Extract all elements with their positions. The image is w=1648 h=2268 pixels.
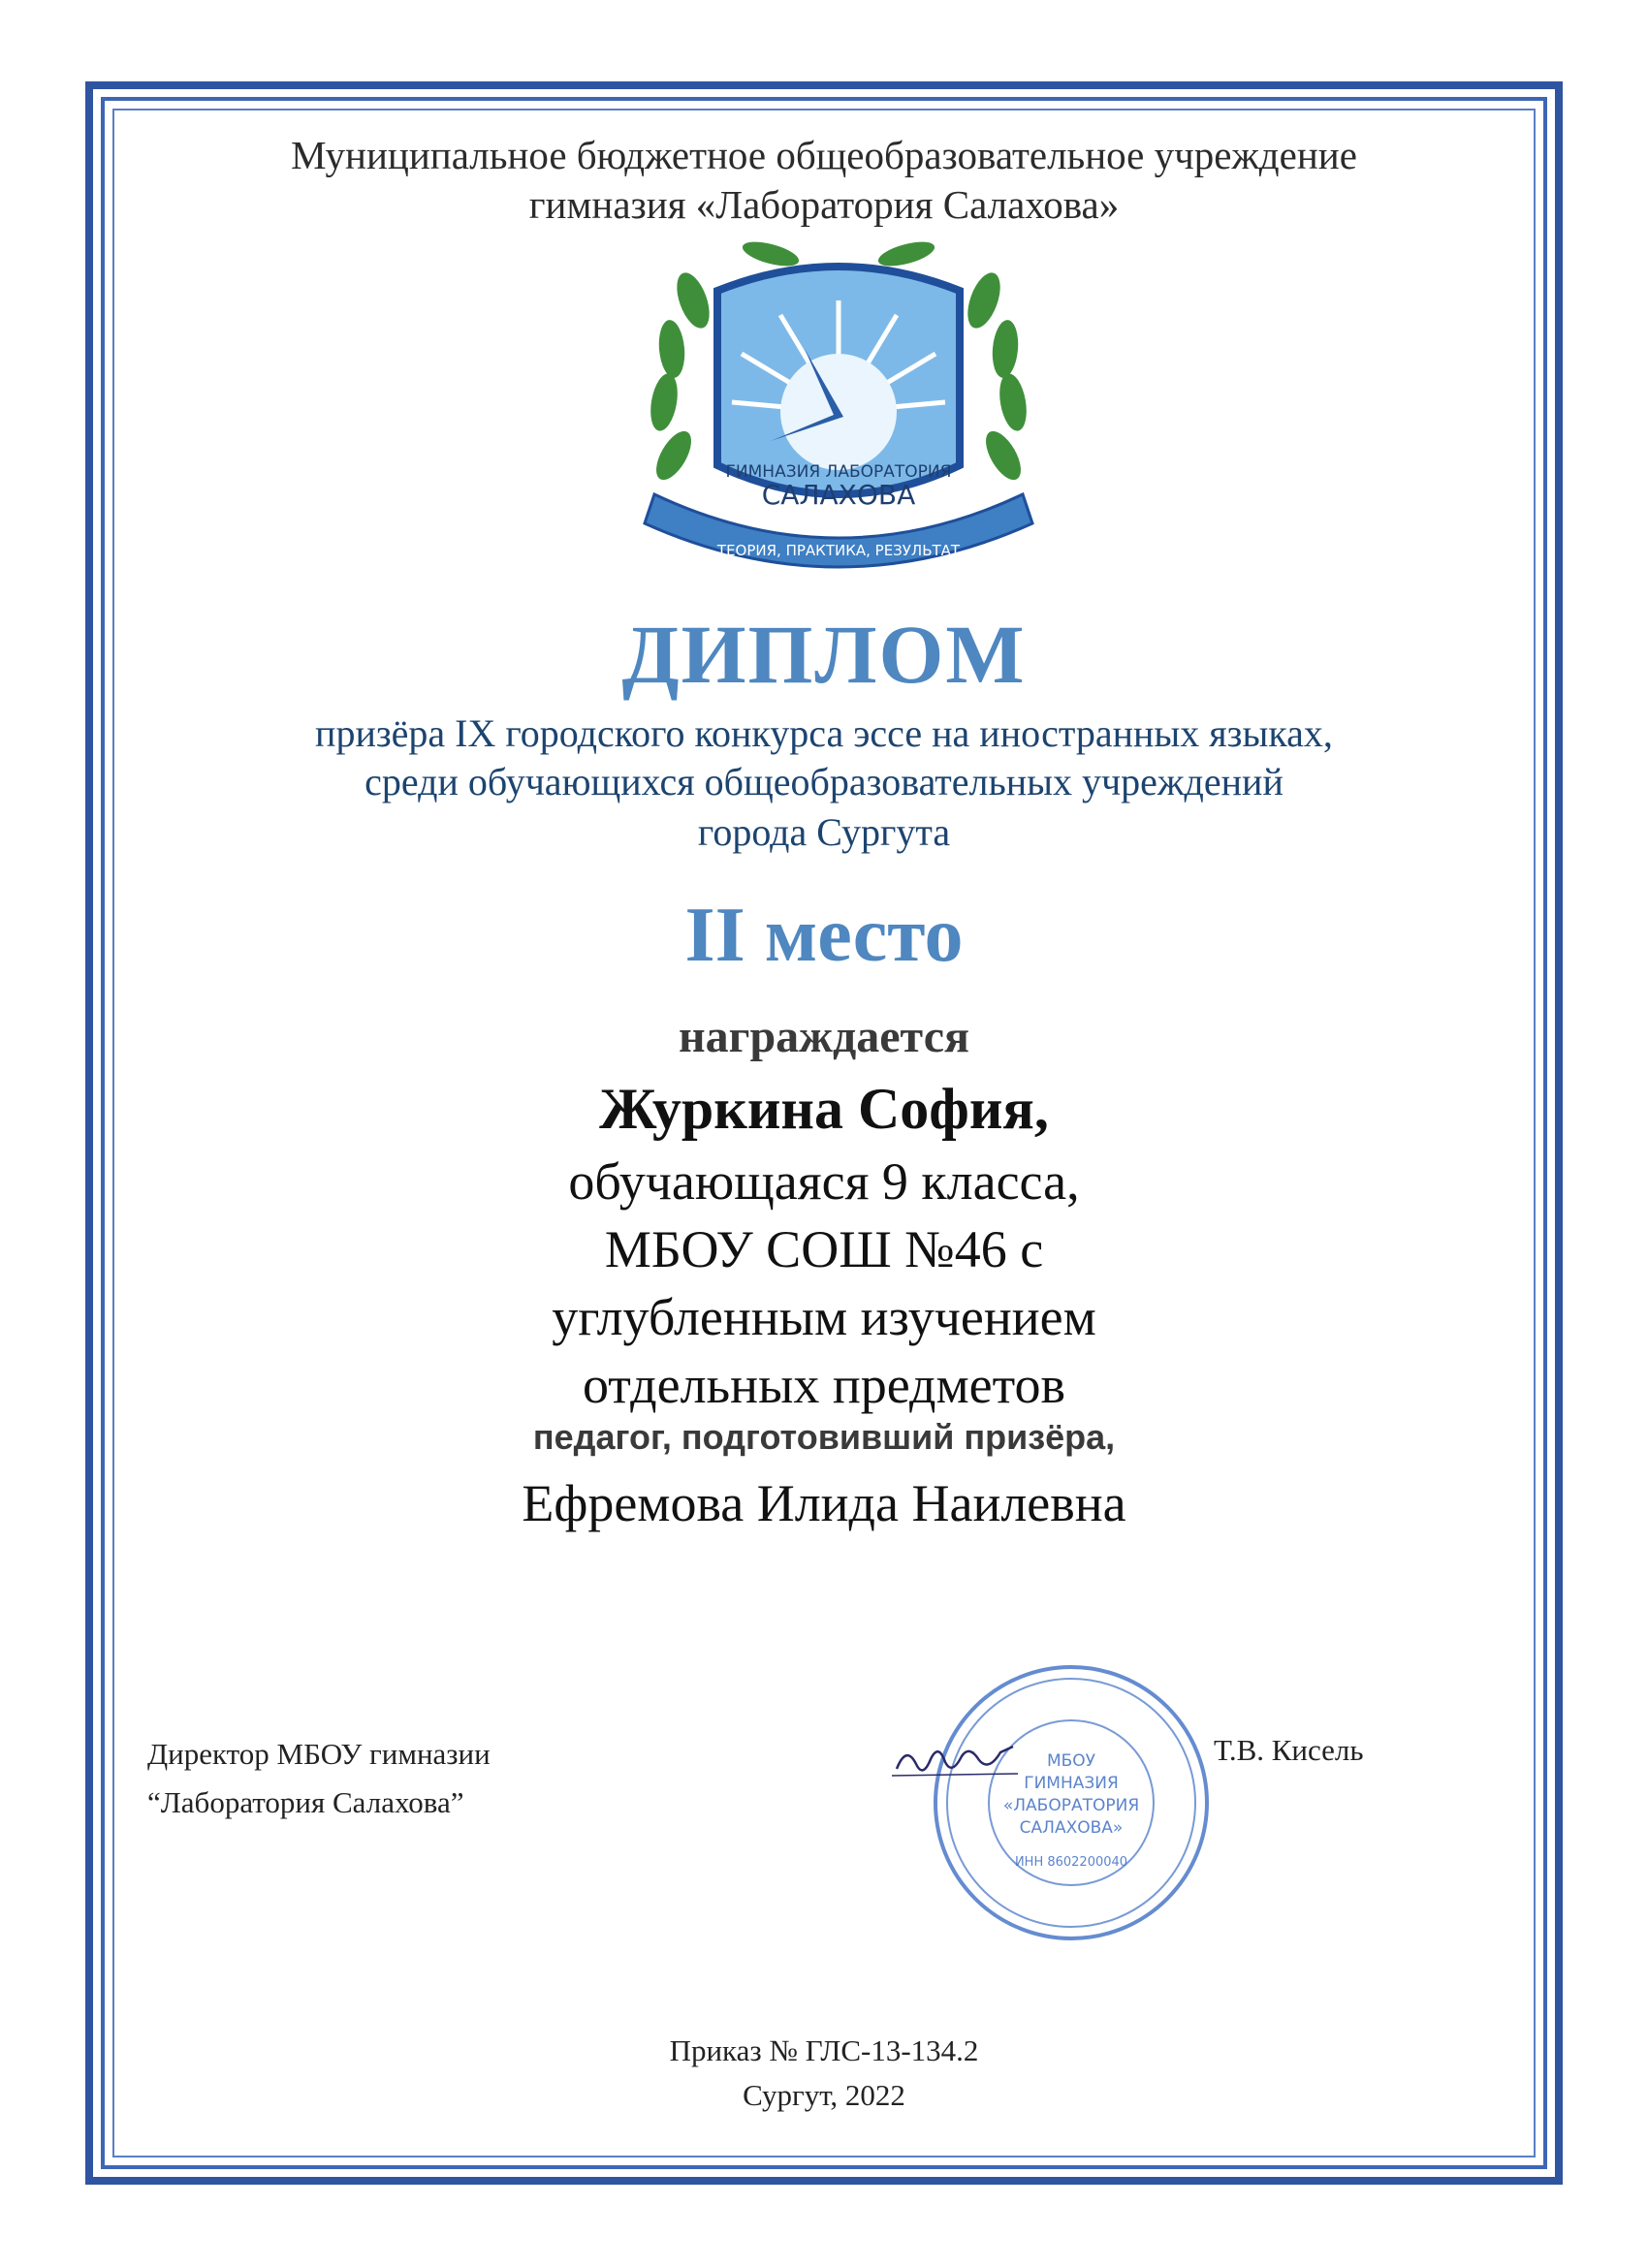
director-signature xyxy=(892,1735,1018,1783)
logo-motto: ТЕОРИЯ, ПРАКТИКА, РЕЗУЛЬТАТ xyxy=(716,542,961,559)
place-heading: II место xyxy=(684,893,964,978)
recipient-class: обучающаяся 9 класса, xyxy=(568,1152,1080,1211)
logo-name-main: САЛАХОВА xyxy=(761,479,916,511)
official-stamp xyxy=(926,1657,1217,1948)
recipient-name: Журкина София, xyxy=(599,1077,1049,1141)
awarded-label: награждается xyxy=(679,1011,969,1062)
recipient-school: МБОУ СОШ №46 с xyxy=(604,1220,1044,1278)
teacher-label: педагог, подготовивший призёра, xyxy=(532,1417,1116,1457)
director-title xyxy=(147,1730,491,1827)
director-title-line2: “Лаборатория Салахова” xyxy=(147,1785,464,1819)
city-year: Сургут, 2022 xyxy=(743,2078,905,2112)
teacher-name: Ефремова Илида Наилевна xyxy=(522,1474,1126,1532)
diploma-title: ДИПЛОМ xyxy=(621,608,1027,701)
institution-name-line1: Муниципальное бюджетное общеобразовательное учреждение xyxy=(291,133,1357,177)
logo-name-top: ГИМНАЗИЯ ЛАБОРАТОРИЯ xyxy=(725,462,952,482)
director-name: Т.В. Кисель xyxy=(1214,1733,1364,1767)
subtitle-line3: города Сургута xyxy=(697,810,951,854)
stamp-line4: САЛАХОВА» xyxy=(1019,1818,1124,1838)
subtitle-line2: среди обучающихся общеобразовательных учреждений xyxy=(364,760,1284,803)
stamp-line2: ГИМНАЗИЯ xyxy=(1024,1774,1119,1793)
institution-name-line2: гимназия «Лаборатория Салахова» xyxy=(528,182,1120,227)
director-title-line1: Директор МБОУ гимназии xyxy=(147,1737,491,1771)
stamp-line3: «ЛАБОРАТОРИЯ xyxy=(1002,1796,1140,1815)
stamp-inn: ИНН 8602200040 xyxy=(1014,1855,1128,1870)
gymnasium-emblem-logo xyxy=(635,233,1042,591)
recipient-school-line3: отдельных предметов xyxy=(582,1356,1066,1414)
stamp-line1: МБОУ xyxy=(1046,1751,1096,1771)
subtitle-line1: призёра IX городского конкурса эссе на иностранных языках, xyxy=(315,711,1333,755)
recipient-school-line2: углубленным изучением xyxy=(552,1288,1096,1346)
order-number: Приказ № ГЛС-13-134.2 xyxy=(669,2033,979,2067)
